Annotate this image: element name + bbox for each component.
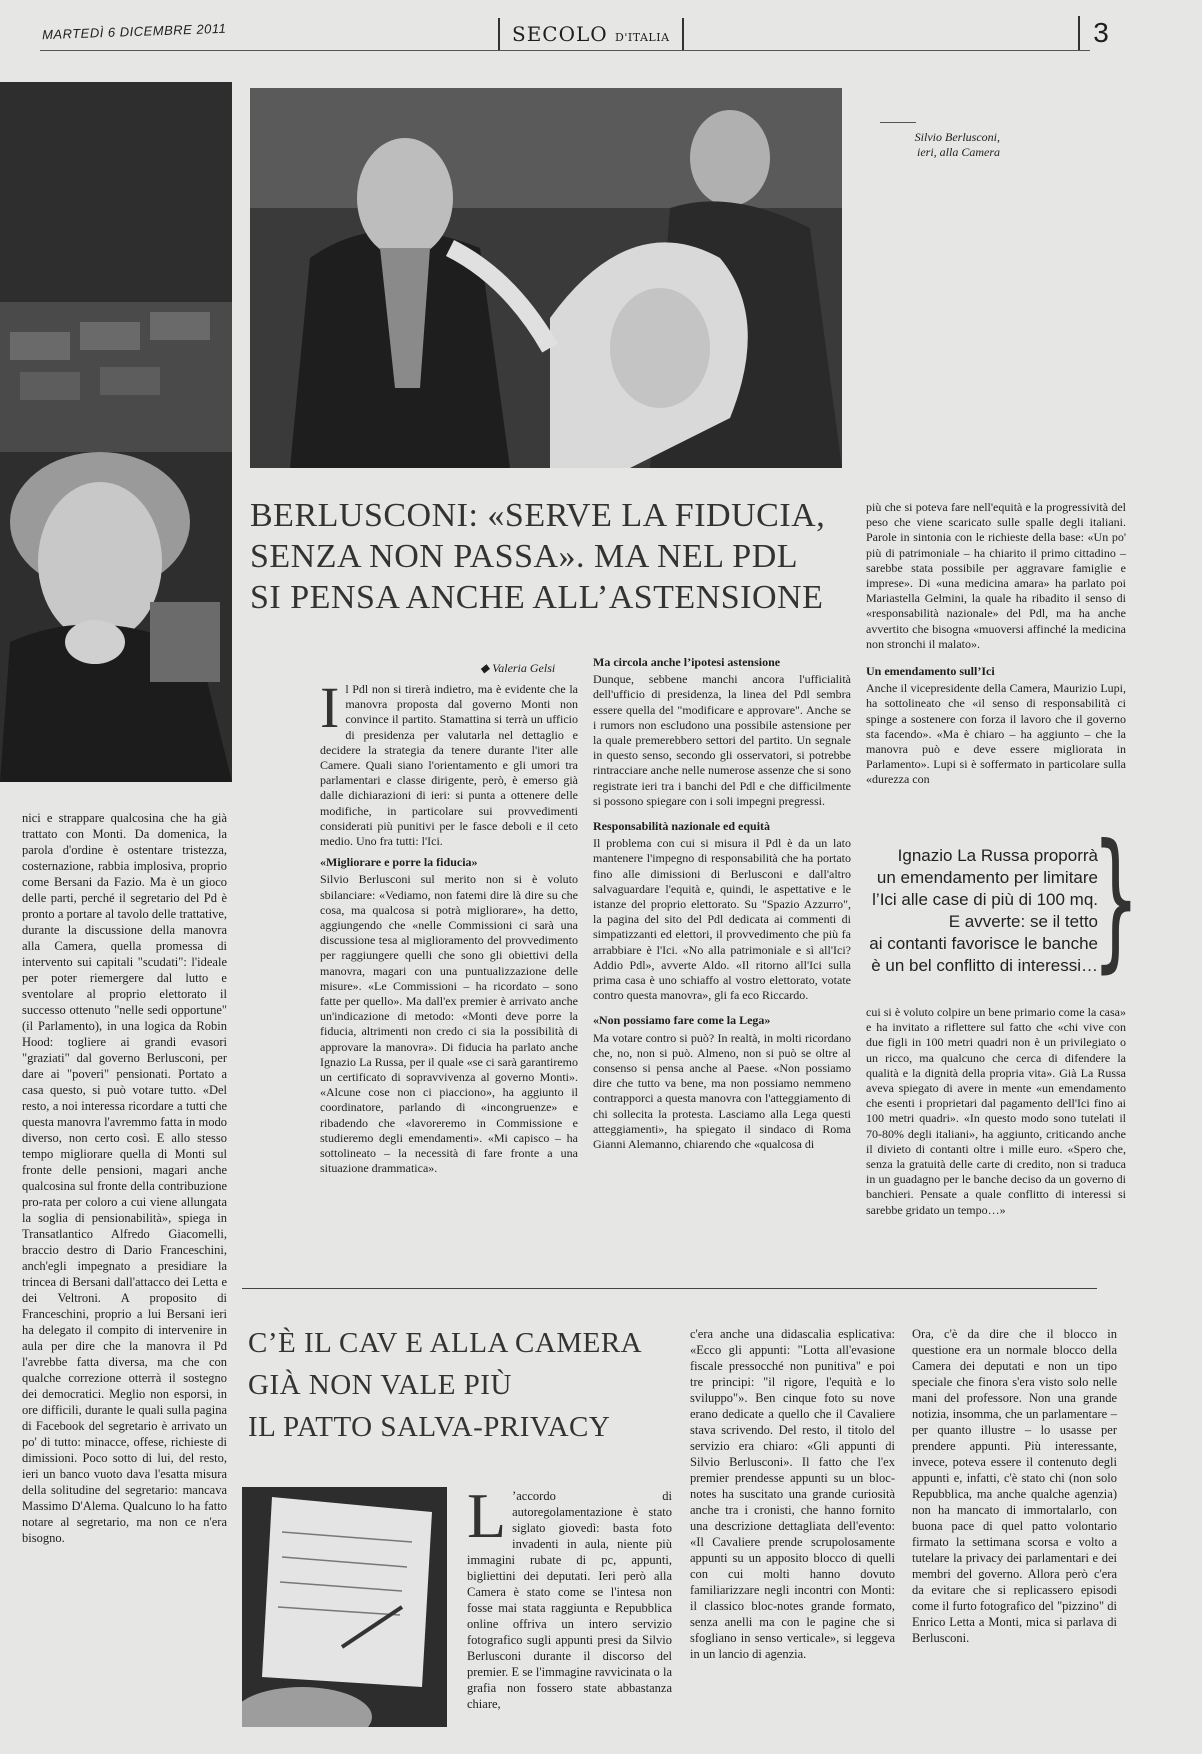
article1-subheading-ici: Un emendamento sull’Ici [866,664,995,679]
photo-top-berlusconi [250,88,842,468]
pullquote-line1: Ignazio La Russa proporrà [897,846,1098,865]
article2-headline-line3: IL PATTO SALVA-PRIVACY [248,1411,611,1443]
photo-notepad-illustration [242,1487,447,1727]
article1-headline-line2: SENZA NON PASSA». MA NEL PDL [250,538,799,575]
article1-headline [250,495,850,618]
article-separator [242,1288,1097,1289]
article2-dropcap: L [467,1480,507,1551]
article1-headline-line1: BERLUSCONI: «SERVE LA FIDUCIA, [250,497,826,534]
page-number: 3 [1078,16,1122,50]
masthead-rule [40,50,1090,51]
pullquote [842,845,1098,977]
article1-subheading-fiducia: «Migliorare e porre la fiducia» [320,855,478,870]
article1-intro-text: l Pdl non si tirerà indietro, ma è evidente che la manovra proposta dal governo Monti non convince il partito. Stamattina si terrà un ufficio di presidenza per valutarla nel dettaglio e decidere la strategia da tenere durante l'iter alle Camere. Quali siano l'orientamento e gli umori tra parlamentari e classe dirigente, però, è emerso già dalle dichiarazioni di ieri: si punta a ottenere delle modifiche, in particolare sui provvedimenti considerati più punitivi per le fasce deboli e il ceto medio. Uno fra tutti: l'Ici. [320,682,578,849]
photo-top-caption [880,130,1000,160]
article2-headline-line1: C’È IL CAV E ALLA CAMERA [248,1327,643,1359]
article1-col1-body: Silvio Berlusconi sul merito non si è voluto sbilanciare: «Vediamo, non fatemi dire là dire su che cosa, ma qualcosa si potrà migliorare», ha detto, aggiungendo che «nelle Commissioni ci sarà una discussione tesa al miglioramento del provvedimento per raggiungere quelli che sono gli obiettivi della manovra, magari con una puntualizzazione delle misure». «Le Commissioni – ha ricordato – sono fatte per quello». Ma dall'ex premier è arrivato anche un'indicazione di metodo: «Monti deve porre la fiducia, altrimenti non credo ci sia la possibilità di approvare la manovra». Di fiducia ha parlato anche Ignazio La Russa, per il quale «se ci sarà garantiremo un certificato di sopravvivenza al governo Monti». «Alcune cose non ci piacciono», ha aggiunto il coordinatore, parlando di «incongruenze» e ribadendo che «lavoreremo in Commissione e studieremo degli emendamenti». «Mi capisco – ha sottolineato – la necessità di fare fronte a una situazione drammatica». [320,872,578,1176]
pullquote-line6: è un bel conflitto di interessi… [871,956,1098,975]
article1-column-1 [320,675,578,1177]
article2-col1-paragraph [467,1480,672,1712]
article2-col3-text: Ora, c'è da dire che il blocco in questione era un normale blocco della Camera dei deputati e non un tipo speciale che finora s'era visto solo nelle mani del professore. Non una grande notizia, insomma, che un parlamentare – per quanto illustre – lo usasse per prendere appunti. Più interessante, invece, poteva essere il contenuto degli appunti e, infatti, c'è stato chi (non solo Repubblica, ma anche qualche agenzia) non ha mancato di immortalarlo, con buona pace di quel patto volontario firmato la settimana scorsa e volto a tutelare la privacy dei parlamentari e dei membri del governo. Allora però c'era da evitare che si replicassero episodi come il furto fotografico del "pizzino" di Enrico Letta a Monti, mica si parlava di Berlusconi. [912,1327,1117,1645]
article2-column-3 [912,1326,1117,1646]
article2-col1-text: ’accordo di autoregolamentazione è stato siglato giovedì: basta foto invadenti in aula, niente più immagini rubate di pc, appunti, bigliettini dei deputati. Ieri però alla Camera è stato come se l'intesa non fosse mai stata raggiunta e Repubblica online offriva un intero servizio fotografico sugli appunti presi da Silvio Berlusconi durante il discorso del premier. E se l'immagine ravvicinata o la grafia non fossero state abbastanza chiare, [467,1489,672,1711]
article2-column-2 [690,1326,895,1662]
masthead-date: MARTEDÌ 6 DICEMBRE 2011 [41,20,227,43]
masthead [0,0,1202,70]
article1-column-3-top [866,500,1126,788]
article2-column-1 [467,1480,672,1712]
photo-top-caption-line1: Silvio Berlusconi, [914,130,1000,144]
masthead-title-main: SECOLO [512,22,608,46]
article2-col2-text: c'era anche una didascalia esplicativa: «Ecco gli appunti: "Lotta all'evasione fiscale pressocché non punitiva" e poi tre principi: "il rigore, l'equità e lo sviluppo"». Ben cinque foto su nove erano dedicate a quello che il Cavaliere stava scrivendo. Del resto, il titolo del servizio era chiaro: «Gli appunti di Silvio Berlusconi». Il fatto che l'ex premier prendesse appunti su un bloc-notes ha suscitato una grande curiosità anche tra i cronisti, che hanno fornito una descrizione dettagliata dell'evento: «Il Cavaliere prende scrupolosamente appunti su un apposito blocco di quelli con cui molti hanno dovuto familiarizzare negli incontri con Monti: il classico bloc-notes grande formato, senza anelli ma con le pagine che si sfogliano in senso verticale», si leggeva in un lancio di agenzia. [690,1327,895,1661]
article1-col3-paragraph-2: Anche il vicepresidente della Camera, Maurizio Lupi, ha sottolineato che «il senso di responsabilità ci spinge a sostenere con forza il lavoro che il governo sta facendo». «Ma è chiaro – ha aggiunto – che la manovra può e deve essere migliorata in Parlamento». Lupi si è soffermato in particolare sulla «durezza con [866,681,1126,787]
photo-top-illustration [250,88,842,468]
article1-byline: ◆ Valeria Gelsi [480,661,556,675]
pullquote-line2: un emendamento per limitare [876,868,1098,887]
article2-headline-line2: GIÀ NON VALE PIÙ [248,1369,512,1401]
masthead-title-small: D'ITALIA [615,31,670,44]
article2-headline [248,1322,698,1448]
caption-rule [880,122,916,123]
left-column-text: nici e strappare qualcosina che ha già trattato con Monti. Da domenica, la parola d'ordine è ostentare tristezza, costernazione, rabbia implosiva, proprio come Bersani da Fazio. Ma è un gioco delle parti, perché il segretario del Pd è pronto a portare al tavolo delle trattative, durante la discussione della manovra alla Camera, quella promessa di intervento sui capitali "scudati": l'ideale per poter riemergere dal lutto e sventolare al proprio elettorato il successo ottenuto "nelle sedi opportune" (il Parlamento), in una logica da Robin Hood: togliere ai grandi evasori "graziati" dal governo Berlusconi, per dare ai "poveri" pensionati. Portato a casa questo, si può votare tutto. «Del resto, a noi interessa ricordare a tutti che questa manovra l'avremmo fatta in modo diverso, non certo così. E allo stesso tempo migliorare quella di Monti sul fronte delle pensioni, magari anche qualcosina sul fronte della contribuzione pro-rata per coloro a cui viene allungata la soglia di pensionabilità», spiega in Transatlantico Alfredo Giacomelli, braccio destro di Dario Franceschini, anch'egli impegnato a presidiare la trincea di Bersani dall'attacco dei Letta e dei Veltroni. A proposito di Franceschini, proprio a lui Bersani ieri ha delegato il compito di intervenire in aula per dire che la manovra il Pd l'avrebbe fatta diversa, ma che con qualche correzione otterrà il sostegno dei democratici. Meglio non esporsi, in ore difficili, durante le quali sulla pagina di Facebook del segretario è arrivato un po' di tutto: minacce, offese, richieste di dimissioni. Poco sotto di lui, del resto, ieri un banco vuoto dava l'esatta misura della solitudine del segretario: mancava Massimo D'Alema. Qualcuno lo ha fatto notare al segretario, ma non ce n'era bisogno. [22,811,227,1545]
pullquote-brace: } [1092,813,1140,987]
left-column-article [22,810,227,1546]
article1-dropcap: I [320,675,340,740]
article1-col2-paragraph-1: Dunque, sebbene manchi ancora l'ufficialità dell'ufficio di presidenza, la linea del Pdl sembra essere quella del "modificare e approvare". Anche se i rumors non escludono una possibile astensione per la quale premerebbero settori del partito. Un segnale in questo senso, secondo gli osservatori, si potrebbe rintracciare anche nelle numerose assenze che si sono registrate ieri tra i banchi del Pdl e che difficilmente si possono spiegare con i soli impegni pregressi. [593,672,851,808]
article1-headline-line3: SI PENSA ANCHE ALL’ASTENSIONE [250,579,824,616]
article1-subheading-lega: «Non possiamo fare come la Lega» [593,1013,771,1028]
article1-column-2 [593,655,851,1152]
article1-subheading-astensione: Ma circola anche l’ipotesi astensione [593,655,781,669]
pullquote-line5: ai contanti favorisce le banche [869,934,1098,953]
article1-intro-paragraph [320,675,578,849]
article1-column-3-bottom [866,1005,1126,1218]
pullquote-line4: E avverte: se il tetto [948,912,1098,931]
article1-col3-paragraph-1: più che si poteva fare nell'equità e la progressività del peso che viene scaricato sulle spalle degli italiani. Parole in sintonia con le richieste della base: «Un po' più di patrimoniale – ha chiarito il primo cittadino – sarebbe stata possibile per aggravare famiglie e imprese». Di «una medicina amara» ha parlato poi Mariastella Gelmini, la quale ha ribadito il senso di «responsabilità nazionale» del Pdl, ma ha anche avvertito che bisogna «muoversi affinché la medicina non stronchi il malato». [866,500,1126,651]
photo-left-woman [0,82,232,782]
photo-left-illustration [0,82,232,782]
article1-col3-paragraph-3: cui si è voluto colpire un bene primario come la casa» e ha invitato a riflettere sul fatto che «chi vive con due figli in 100 metri quadri non è un privilegiato o un ricco, ma qualcuno che cerca di difendere la qualità e la dignità della propria vita». Già La Russa aveva spiegato di avere in mente «un emendamento che esenti i proprietari dal pagamento dell'Ici fino ai 100 metri quadri». «In questo modo sono tutelati il 70-80% degli italiani», ha aggiunto, criticando anche il divieto di contanti oltre i mille euro. «Spero che, senza la gratuità delle carte di credito, non si traduca in un guadagno per le banche deciso da un governo di banchieri. Pensate a quale conflitto di interessi si sarebbe gridato un tempo…» [866,1005,1126,1217]
article1-col2-paragraph-2: Il problema con cui si misura il Pdl è da un lato mantenere l'impegno di responsabilità che ha portato fino alle dimissioni di Berlusconi e dall'altro salvaguardare l'equità e, quindi, le aspettative e le istanze del proprio elettorato. Su "Spazio Azzurro", la pagina del sito del Pdl dedicata ai commenti di simpatizzanti ed elettori, il provvedimento che più fa arrabbiare è l'Ici. «No alla patrimoniale e sì all'Ici? Addio Pdl», avverte Aldo. «Il ritorno all'Ici sulla prima casa è uno schiaffo al vostro elettorato, votate contro questa manovra», gli fa eco Riccardo. [593,836,851,1003]
article1-subheading-responsabilita: Responsabilità nazionale ed equità [593,819,771,834]
pullquote-line3: l’Ici alle case di più di 100 mq. [872,890,1098,909]
photo-notepad [242,1487,447,1727]
article1-col2-paragraph-3: Ma votare contro si può? In realtà, in molti ricordano che, no, non si può. Almeno, non si può se oltre al consenso si pensa anche al Paese. «Non possiamo dire che tutto va bene, ma non possiamo nemmeno contrapporci a questa manovra con l'atteggiamento di chi sollecita la protesta. Lasciamo alla Lega questi atteggiamenti», ha spiegato il sindaco di Roma Gianni Alemanno, chiarendo che «qualcosa di [593,1030,851,1152]
photo-top-caption-line2: ieri, alla Camera [917,145,1000,159]
masthead-title [498,18,684,50]
